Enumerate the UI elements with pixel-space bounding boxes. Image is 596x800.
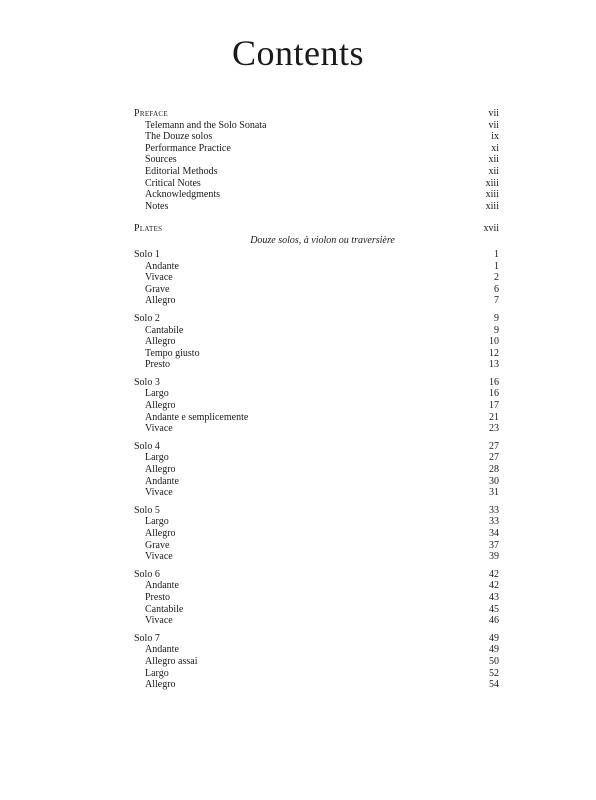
toc-movement-row[interactable]: [134, 668, 499, 680]
toc-preface-items: [134, 120, 499, 213]
toc-entry[interactable]: [134, 143, 499, 155]
toc-entry-label: Sources: [145, 154, 177, 166]
toc-entry-label: Solo 7: [134, 632, 160, 644]
toc-page-number: xii: [488, 165, 499, 177]
toc-entry-label: Cantabile: [145, 324, 184, 336]
toc-page-number: 39: [489, 551, 499, 563]
toc-page-number: 46: [489, 615, 499, 627]
toc-page-number: 6: [494, 283, 499, 295]
toc-entry-label: Notes: [145, 200, 169, 212]
toc-solos: [134, 249, 499, 691]
toc-page-number: 23: [489, 423, 499, 435]
toc-entry-label: Allegro: [145, 295, 176, 307]
toc-entry-label: Solo 1: [134, 248, 160, 260]
toc-movement-row[interactable]: [134, 487, 499, 499]
toc-entry-label: Solo 4: [134, 440, 160, 452]
toc-page-number: 33: [489, 504, 499, 516]
toc-movement-row[interactable]: [134, 604, 499, 616]
toc-entry-label: Telemann and the Solo Sonata: [145, 119, 267, 131]
toc-entry-label: Vivace: [145, 615, 173, 627]
toc-entry-label: Solo 5: [134, 504, 160, 516]
toc-movement-row[interactable]: [134, 284, 499, 296]
toc-page-number: 1: [494, 248, 499, 260]
toc-page-number: 16: [489, 388, 499, 400]
toc-entry[interactable]: [134, 178, 499, 190]
toc-page-number: 7: [494, 295, 499, 307]
toc-movement-row[interactable]: [134, 516, 499, 528]
toc-page-number: 9: [494, 324, 499, 336]
toc-page-number: xvii: [483, 223, 499, 235]
toc-page-number: xi: [491, 142, 499, 154]
solo-section: [134, 249, 499, 307]
toc-page-number: 9: [494, 312, 499, 324]
toc-page-number: 42: [489, 580, 499, 592]
toc-movement-row[interactable]: [134, 679, 499, 691]
toc-entry-label: Presto: [145, 591, 170, 603]
solo-section: [134, 313, 499, 371]
toc-entry-label: The Douze solos: [145, 131, 213, 143]
toc-entry-label: Largo: [145, 388, 169, 400]
toc-movement-row[interactable]: [134, 656, 499, 668]
toc-entry-label: Allegro: [145, 400, 176, 412]
toc-entry-label: Vivace: [145, 272, 173, 284]
toc-movement-row[interactable]: [134, 423, 499, 435]
toc-entry-label: Solo 3: [134, 376, 160, 388]
toc-entry-label: Critical Notes: [145, 177, 201, 189]
toc-page-number: 10: [489, 336, 499, 348]
toc-page-number: 37: [489, 539, 499, 551]
toc-movement-row[interactable]: [134, 325, 499, 337]
toc-page-number: xii: [488, 154, 499, 166]
toc-entry-label: Grave: [145, 283, 170, 295]
toc-entry-label: Editorial Methods: [145, 165, 218, 177]
toc-page-number: 42: [489, 568, 499, 580]
toc-page-number: 1: [494, 260, 499, 272]
page-title: Contents: [231, 33, 364, 73]
toc-page-number: 27: [489, 452, 499, 464]
toc-page-number: ix: [491, 131, 499, 143]
toc-entry[interactable]: [134, 120, 499, 132]
toc-entry-label: Andante e semplicemente: [145, 411, 249, 423]
toc-entry-label: Allegro assai: [145, 655, 198, 667]
toc-movement-row[interactable]: [134, 476, 499, 488]
toc-entry[interactable]: [134, 131, 499, 143]
solo-section: [134, 377, 499, 435]
toc-page-number: 43: [489, 591, 499, 603]
toc-page-number: 17: [489, 400, 499, 412]
toc-movement-row[interactable]: [134, 412, 499, 424]
toc-solo-row[interactable]: [134, 313, 499, 325]
toc-movement-row[interactable]: [134, 348, 499, 360]
toc-solo-row[interactable]: [134, 633, 499, 645]
toc-movement-row[interactable]: [134, 464, 499, 476]
toc-entry[interactable]: [134, 189, 499, 201]
toc-entry-label: Solo 6: [134, 568, 160, 580]
toc-page-number: 28: [489, 464, 499, 476]
solo-section: [134, 569, 499, 627]
toc-plates-heading: Plates: [134, 223, 163, 235]
toc-entry-label: Largo: [145, 452, 169, 464]
toc-movement-row[interactable]: [134, 272, 499, 284]
toc-solo-row[interactable]: [134, 441, 499, 453]
toc-entry-label: Andante: [145, 475, 179, 487]
toc-movement-row[interactable]: [134, 580, 499, 592]
toc-entry-label: Vivace: [145, 487, 173, 499]
solo-section: [134, 505, 499, 563]
toc-page-number: 49: [489, 632, 499, 644]
toc-movement-row[interactable]: [134, 336, 499, 348]
toc-page-number: 30: [489, 475, 499, 487]
toc-page-number: 16: [489, 376, 499, 388]
toc-entry-label: Cantabile: [145, 603, 184, 615]
toc-page-number: 33: [489, 516, 499, 528]
toc-page-number: 13: [489, 359, 499, 371]
toc-entry-label: Andante: [145, 644, 179, 656]
toc-entry-label: Andante: [145, 580, 179, 592]
toc-entry-label: Performance Practice: [145, 142, 231, 154]
toc-entry-label: Solo 2: [134, 312, 160, 324]
toc-page-number: vii: [488, 108, 499, 119]
toc-movement-row[interactable]: [134, 261, 499, 273]
toc-entry-label: Allegro: [145, 464, 176, 476]
toc-page-number: 12: [489, 347, 499, 359]
toc-solo-row[interactable]: [134, 569, 499, 581]
collection-subtitle: Douze solos, à violon ou traversière: [250, 234, 395, 246]
toc-page-number: xiii: [485, 189, 499, 201]
toc-entry-label: Andante: [145, 260, 179, 272]
toc-page-number: 50: [489, 655, 499, 667]
toc-page-number: 31: [489, 487, 499, 499]
toc-movement-row[interactable]: [134, 615, 499, 627]
toc-entry-label: Allegro: [145, 336, 176, 348]
toc-page-number: vii: [488, 119, 499, 131]
table-of-contents: [134, 108, 499, 691]
solo-section: [134, 441, 499, 499]
toc-movement-row[interactable]: [134, 644, 499, 656]
toc-movement-row[interactable]: [134, 528, 499, 540]
toc-movement-row[interactable]: [134, 400, 499, 412]
toc-entry[interactable]: [134, 154, 499, 166]
toc-page-number: xiii: [485, 200, 499, 212]
toc-movement-row[interactable]: [134, 592, 499, 604]
toc-entry-label: Vivace: [145, 423, 173, 435]
toc-page-number: 27: [489, 440, 499, 452]
toc-movement-row[interactable]: [134, 551, 499, 563]
toc-solo-row[interactable]: [134, 377, 499, 389]
toc-entry[interactable]: [134, 201, 499, 213]
toc-movement-row[interactable]: [134, 388, 499, 400]
toc-entry-label: Largo: [145, 516, 169, 528]
toc-page-number: 2: [494, 272, 499, 284]
toc-page-number: 21: [489, 411, 499, 423]
toc-plates-row[interactable]: [134, 223, 499, 235]
toc-page-number: xiii: [485, 177, 499, 189]
toc-entry-label: Grave: [145, 539, 170, 551]
toc-entry-label: Tempo giusto: [145, 347, 200, 359]
solo-section: [134, 633, 499, 691]
toc-page-number: 49: [489, 644, 499, 656]
toc-page-number: 52: [489, 667, 499, 679]
toc-entry-label: Allegro: [145, 528, 176, 539]
toc-entry-label: Presto: [145, 359, 170, 371]
toc-entry[interactable]: [134, 166, 499, 178]
toc-entry-label: Vivace: [145, 551, 173, 563]
toc-entry-label: Largo: [145, 667, 169, 679]
toc-movement-row[interactable]: [134, 359, 499, 371]
toc-solo-row[interactable]: [134, 505, 499, 517]
toc-movement-row[interactable]: [134, 452, 499, 464]
toc-page-number: 34: [489, 528, 499, 539]
toc-entry-label: Acknowledgments: [145, 189, 220, 201]
toc-page-number: 45: [489, 603, 499, 615]
toc-page-number: 54: [489, 679, 499, 691]
toc-movement-row[interactable]: [134, 295, 499, 307]
toc-movement-row[interactable]: [134, 540, 499, 552]
toc-entry-label: Allegro: [145, 679, 176, 691]
toc-solo-row[interactable]: [134, 249, 499, 261]
toc-preface-row[interactable]: [134, 108, 499, 120]
toc-preface-heading: Preface: [134, 108, 168, 119]
